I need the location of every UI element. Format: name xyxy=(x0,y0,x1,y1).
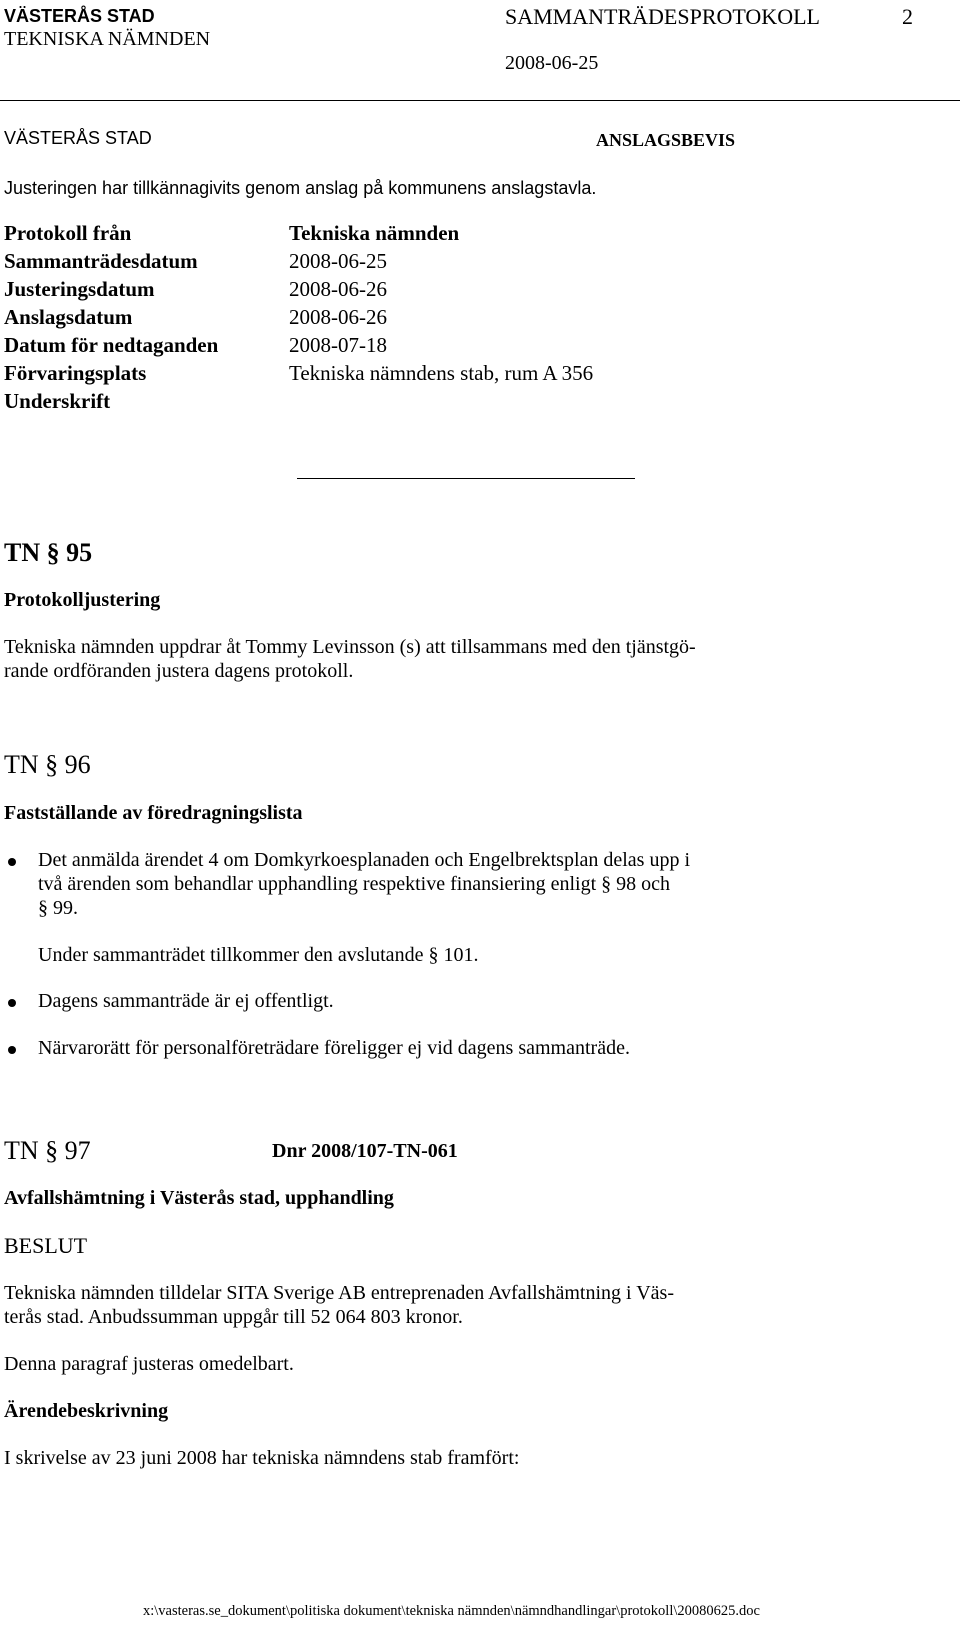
tn97-heading: TN § 97 xyxy=(4,1136,91,1165)
anslag-label-justeringsdatum: Justeringsdatum xyxy=(4,277,155,301)
tn95-title: Protokolljustering xyxy=(4,589,161,611)
tn96-bullet3: Närvarorätt för personalföreträdare föreligger ej vid dagens sammanträde. xyxy=(38,1037,630,1059)
bullet-2 xyxy=(8,999,16,1007)
anslag-value-sammantradesdatum: 2008-06-25 xyxy=(289,249,387,273)
tn97-dnr: Dnr 2008/107-TN-061 xyxy=(272,1140,458,1162)
tn95-text-line1: Tekniska nämnden uppdrar åt Tommy Levinsson (s) att tillsammans med den tjänstgö- xyxy=(4,636,696,658)
bullet-3 xyxy=(8,1046,16,1054)
anslag-label-sammantradesdatum: Sammanträdesdatum xyxy=(4,249,198,273)
anslag-label-protokoll: Protokoll från xyxy=(4,221,132,245)
tn96-title: Fastställande av föredragningslista xyxy=(4,802,303,824)
anslag-org: VÄSTERÅS STAD xyxy=(4,128,152,148)
tn97-arende-text: I skrivelse av 23 juni 2008 har tekniska nämndens stab framfört: xyxy=(4,1447,520,1469)
tn97-beslut-heading: BESLUT xyxy=(4,1233,88,1258)
header-rule xyxy=(0,100,960,101)
tn97-beslut-line1: Tekniska nämnden tilldelar SITA Sverige AB entreprenaden Avfallshämtning i Väs- xyxy=(4,1282,674,1304)
tn97-arende-heading: Ärendebeskrivning xyxy=(4,1400,169,1422)
anslag-value-forvaringsplats: Tekniska nämndens stab, rum A 356 xyxy=(289,361,594,385)
tn97-beslut-line2: terås stad. Anbudssumman uppgår till 52 064 803 kronor. xyxy=(4,1306,463,1328)
header-date: 2008-06-25 xyxy=(505,52,599,74)
bullet-1 xyxy=(8,858,16,866)
anslag-value-protokoll: Tekniska nämnden xyxy=(289,221,460,245)
header-dept: TEKNISKA NÄMNDEN xyxy=(4,28,211,50)
tn96-heading: TN § 96 xyxy=(4,750,91,779)
anslag-value-anslagsdatum: 2008-06-26 xyxy=(289,305,387,329)
tn96-bullet1-line1: Det anmälda ärendet 4 om Domkyrkoesplanaden och Engelbrektsplan delas upp i xyxy=(38,849,691,871)
footer-file-path: x:\vasteras.se_dokument\politiska dokument\tekniska nämnden\nämndhandlingar\protokoll\20080625.doc xyxy=(143,1603,760,1619)
signature-line xyxy=(297,478,635,479)
anslag-value-justeringsdatum: 2008-06-26 xyxy=(289,277,387,301)
header-doc-type: SAMMANTRÄDESPROTOKOLL xyxy=(505,4,820,29)
anslag-label-underskrift: Underskrift xyxy=(4,389,111,413)
tn97-title: Avfallshämtning i Västerås stad, upphandling xyxy=(4,1187,394,1209)
anslag-intro: Justeringen har tillkännagivits genom anslag på kommunens anslagstavla. xyxy=(4,178,597,198)
tn96-bullet1-line3: § 99. xyxy=(38,897,78,919)
tn96-bullet1-line2: två ärenden som behandlar upphandling respektive finansiering enligt § 98 och xyxy=(38,873,671,895)
anslag-value-nedtagande: 2008-07-18 xyxy=(289,333,387,357)
tn97-beslut-note: Denna paragraf justeras omedelbart. xyxy=(4,1353,294,1375)
anslag-label-forvaringsplats: Förvaringsplats xyxy=(4,361,147,385)
tn96-bullet2: Dagens sammanträde är ej offentligt. xyxy=(38,990,334,1012)
header-org: VÄSTERÅS STAD xyxy=(4,6,155,26)
tn95-heading: TN § 95 xyxy=(4,538,93,567)
header-page-number: 2 xyxy=(902,4,913,29)
anslag-label-nedtagande: Datum för nedtaganden xyxy=(4,333,219,357)
tn95-text-line2: rande ordföranden justera dagens protokoll. xyxy=(4,660,354,682)
tn96-bullet1-extra: Under sammanträdet tillkommer den avslutande § 101. xyxy=(38,944,479,966)
anslag-label-anslagsdatum: Anslagsdatum xyxy=(4,305,133,329)
anslag-title: ANSLAGSBEVIS xyxy=(596,130,736,150)
